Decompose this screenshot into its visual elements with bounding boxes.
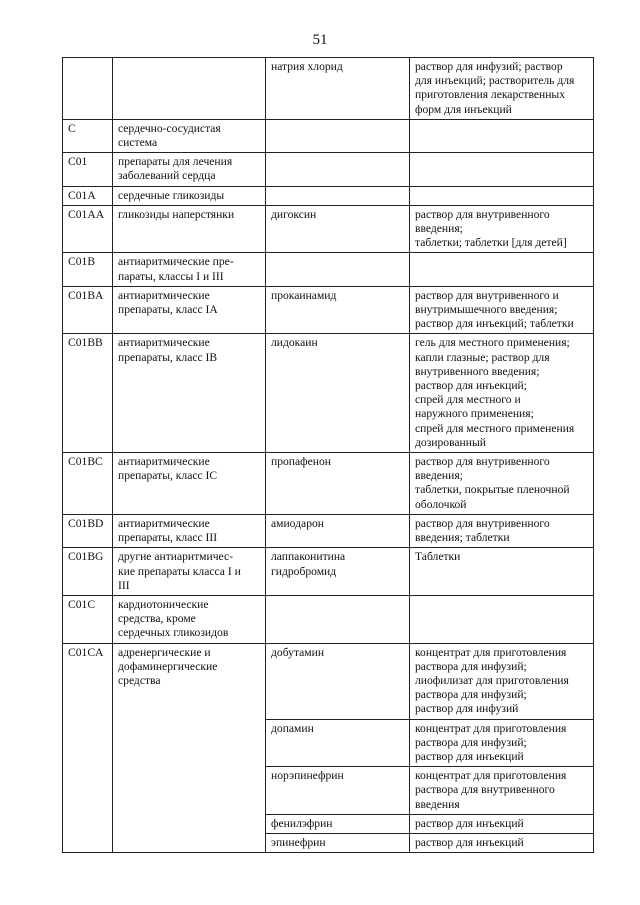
drug-name-line: эпинефрин xyxy=(271,835,326,849)
dosage-form-cell xyxy=(410,548,594,596)
drug-name-line: лидокаин xyxy=(271,336,318,350)
dosage-form-line: раствора для инфузий; xyxy=(415,735,527,749)
table-row xyxy=(63,205,594,253)
group-name-line: параты, классы I и III xyxy=(118,269,224,283)
group-name-line: антиаритмические xyxy=(118,455,210,469)
dosage-form-line: введения; xyxy=(415,222,463,236)
dosage-form-line: раствор для инъекций xyxy=(415,816,524,830)
table-body xyxy=(63,58,594,853)
drug-name-cell xyxy=(266,58,410,120)
dosage-form-cell xyxy=(410,58,594,120)
table-row xyxy=(63,453,594,515)
drug-name-cell xyxy=(266,548,410,596)
dosage-form-cell xyxy=(410,514,594,547)
drug-name-line: фенилэфрин xyxy=(271,816,333,830)
dosage-form-cell xyxy=(410,119,594,152)
group-name-line: антиаритмические пре- xyxy=(118,255,234,269)
dosage-form-line: спрей для местного и xyxy=(415,393,521,407)
group-name-cell xyxy=(113,548,266,596)
dosage-form-line: наружного применения; xyxy=(415,407,534,421)
drug-name-cell xyxy=(266,814,410,833)
drug-name-line: гидробромид xyxy=(271,564,337,578)
drug-name-cell xyxy=(266,334,410,453)
atc-code-cell: C01B xyxy=(63,253,113,286)
drug-name-line: прокаинамид xyxy=(271,288,337,302)
dosage-form-cell xyxy=(410,833,594,852)
atc-code-cell xyxy=(63,58,113,120)
group-name-cell xyxy=(113,119,266,152)
dosage-form-line: форм для инъекций xyxy=(415,102,512,116)
table-row xyxy=(63,595,594,643)
dosage-form-line: раствор для инъекций xyxy=(415,749,524,763)
table-row xyxy=(63,186,594,205)
atc-code-cell: C01BD xyxy=(63,514,113,547)
group-name-line: антиаритмические xyxy=(118,288,210,302)
dosage-form-line: раствор для внутривенного xyxy=(415,207,550,221)
group-name-line: препараты, класс IB xyxy=(118,350,218,364)
group-name-line: сердечных гликозидов xyxy=(118,626,229,640)
atc-code-cell: C01BB xyxy=(63,334,113,453)
dosage-form-line: введения; xyxy=(415,469,463,483)
drug-name-cell xyxy=(266,453,410,515)
drug-name-cell xyxy=(266,767,410,815)
drug-name-line: добутамин xyxy=(271,645,325,659)
group-name-cell xyxy=(113,58,266,120)
dosage-form-line: раствора для инфузий; xyxy=(415,659,527,673)
drug-name-line: норэпинефрин xyxy=(271,769,344,783)
table-row xyxy=(63,514,594,547)
atc-code-cell: C01C xyxy=(63,595,113,643)
atc-code-cell: C01 xyxy=(63,153,113,186)
group-name-line: сердечные гликозиды xyxy=(118,188,225,202)
group-name-cell xyxy=(113,334,266,453)
atc-code-cell: C01AA xyxy=(63,205,113,253)
dosage-form-line: введения xyxy=(415,797,460,811)
group-name-line: гликозиды наперстянки xyxy=(118,207,235,221)
atc-code-cell: C01BC xyxy=(63,453,113,515)
group-name-line: адренергические и xyxy=(118,645,211,659)
drug-name-cell xyxy=(266,286,410,334)
dosage-form-line: раствор для инфузий; раствор xyxy=(415,60,563,73)
table-row xyxy=(63,643,594,719)
group-name-line: антиаритмические xyxy=(118,516,210,530)
dosage-form-line: раствор для внутривенного и xyxy=(415,288,559,302)
dosage-form-line: Таблетки xyxy=(415,550,461,564)
dosage-form-cell xyxy=(410,334,594,453)
dosage-form-line: раствора для внутривенного xyxy=(415,783,555,797)
table-row xyxy=(63,286,594,334)
dosage-form-line: приготовления лекарственных xyxy=(415,88,566,102)
dosage-form-line: раствор для инфузий xyxy=(415,702,519,716)
atc-code-cell: C xyxy=(63,119,113,152)
dosage-form-line: концентрат для приготовления xyxy=(415,721,567,735)
group-name-cell xyxy=(113,595,266,643)
dosage-form-line: спрей для местного применения xyxy=(415,421,575,435)
group-name-line: сердечно-сосудистая xyxy=(118,121,221,135)
table-row xyxy=(63,119,594,152)
group-name-cell xyxy=(113,514,266,547)
group-name-cell xyxy=(113,643,266,853)
dosage-form-cell xyxy=(410,814,594,833)
group-name-line: кие препараты класса I и xyxy=(118,564,241,578)
group-name-line: препараты для лечения xyxy=(118,155,233,169)
dosage-form-line: дозированный xyxy=(415,435,486,449)
group-name-line: препараты, класс IC xyxy=(118,469,218,483)
drug-name-cell xyxy=(266,153,410,186)
table-row xyxy=(63,58,594,120)
dosage-form-cell xyxy=(410,595,594,643)
group-name-line: средства, кроме xyxy=(118,612,196,626)
dosage-form-line: концентрат для приготовления xyxy=(415,769,567,783)
dosage-form-cell xyxy=(410,286,594,334)
drug-name-cell xyxy=(266,514,410,547)
atc-code-cell: C01BA xyxy=(63,286,113,334)
drug-name-cell xyxy=(266,833,410,852)
dosage-form-line: раствор для внутривенного xyxy=(415,516,550,530)
dosage-form-cell xyxy=(410,453,594,515)
dosage-form-line: раствор для внутривенного xyxy=(415,455,550,469)
drug-name-cell xyxy=(266,595,410,643)
group-name-line: другие антиаритмичес- xyxy=(118,550,233,564)
atc-code-cell: C01A xyxy=(63,186,113,205)
group-name-line: система xyxy=(118,136,158,150)
dosage-form-cell xyxy=(410,186,594,205)
group-name-cell xyxy=(113,186,266,205)
drug-name-line: натрия хлорид xyxy=(271,60,343,73)
atc-code-cell: C01CA xyxy=(63,643,113,853)
table-row xyxy=(63,253,594,286)
dosage-form-line: капли глазные; раствор для xyxy=(415,350,550,364)
drug-name-cell xyxy=(266,643,410,719)
group-name-line: препараты, класс III xyxy=(118,531,218,545)
drug-name-line: допамин xyxy=(271,721,314,735)
drug-table xyxy=(62,57,594,853)
dosage-form-cell xyxy=(410,643,594,719)
group-name-cell xyxy=(113,453,266,515)
dosage-form-line: внутримышечного введения; xyxy=(415,303,558,317)
dosage-form-line: введения; таблетки xyxy=(415,531,510,545)
dosage-form-line: раствор для инъекций; xyxy=(415,379,527,393)
dosage-form-line: раствор для инъекций xyxy=(415,835,524,849)
group-name-line: заболеваний сердца xyxy=(118,169,216,183)
group-name-line: дофаминергические xyxy=(118,659,218,673)
drug-name-line: дигоксин xyxy=(271,207,317,221)
group-name-cell xyxy=(113,286,266,334)
page-number: 51 xyxy=(312,32,328,48)
dosage-form-line: лиофилизат для приготовления xyxy=(415,673,569,687)
drug-name-cell xyxy=(266,205,410,253)
group-name-cell xyxy=(113,253,266,286)
group-name-cell xyxy=(113,153,266,186)
dosage-form-line: раствора для инфузий; xyxy=(415,688,527,702)
table-row xyxy=(63,153,594,186)
dosage-form-line: таблетки; таблетки [для детей] xyxy=(415,236,567,250)
drug-name-cell xyxy=(266,186,410,205)
table-row xyxy=(63,548,594,596)
dosage-form-cell xyxy=(410,767,594,815)
group-name-line: кардиотонические xyxy=(118,597,209,611)
group-name-line: препараты, класс IA xyxy=(118,303,218,317)
table-row xyxy=(63,334,594,453)
dosage-form-cell xyxy=(410,205,594,253)
dosage-form-line: оболочкой xyxy=(415,497,467,511)
group-name-line: III xyxy=(118,578,130,592)
dosage-form-line: гель для местного применения; xyxy=(415,336,570,350)
group-name-line: антиаритмические xyxy=(118,336,210,350)
drug-name-cell xyxy=(266,719,410,767)
atc-code-cell: C01BG xyxy=(63,548,113,596)
dosage-form-cell xyxy=(410,153,594,186)
dosage-form-line: для инъекций; растворитель для xyxy=(415,74,575,88)
dosage-form-line: концентрат для приготовления xyxy=(415,645,567,659)
dosage-form-cell xyxy=(410,253,594,286)
group-name-line: средства xyxy=(118,673,161,687)
drug-name-line: пропафенон xyxy=(271,455,332,469)
group-name-cell xyxy=(113,205,266,253)
dosage-form-line: раствор для инъекций; таблетки xyxy=(415,317,574,331)
drug-name-cell xyxy=(266,119,410,152)
dosage-form-line: внутривенного введения; xyxy=(415,364,540,378)
drug-name-line: амиодарон xyxy=(271,516,324,530)
drug-name-cell xyxy=(266,253,410,286)
drug-name-line: лаппаконитина xyxy=(271,550,346,564)
dosage-form-line: таблетки, покрытые пленочной xyxy=(415,483,570,497)
dosage-form-cell xyxy=(410,719,594,767)
